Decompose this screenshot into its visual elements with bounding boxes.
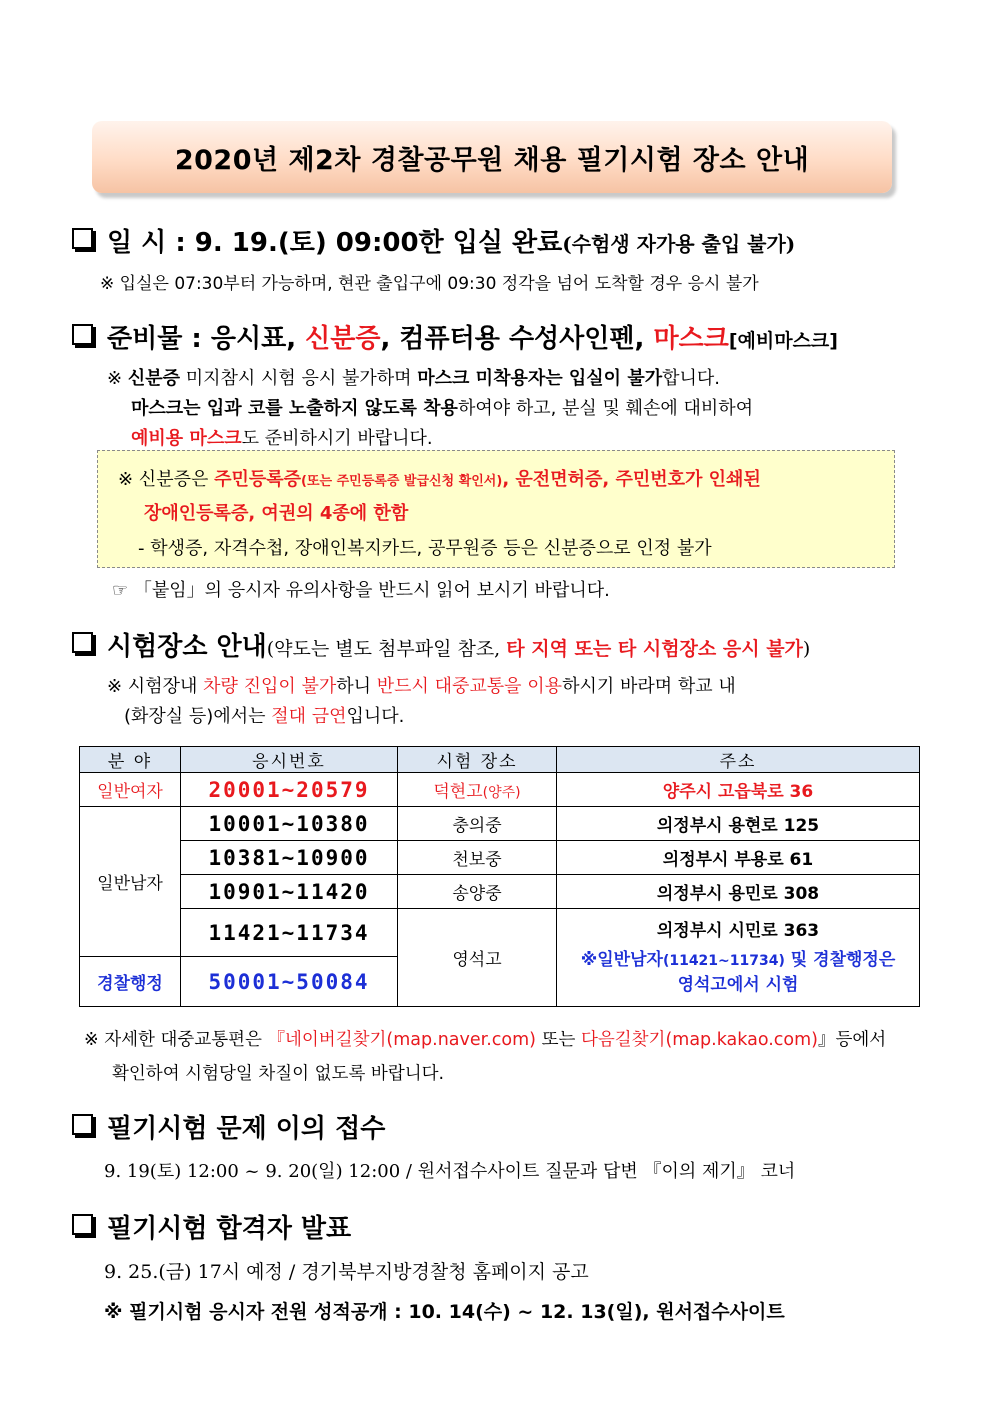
venue-label: 시험장소 안내: [107, 632, 267, 662]
venue-note-line1: [107, 672, 736, 698]
venue-note: [557, 948, 919, 973]
transit-note-line1: [84, 1026, 886, 1051]
venue-paren: (약도는 별도 첨부파일 참조,: [266, 638, 507, 660]
venue-region: (양주): [482, 785, 521, 801]
exam-number-cell: 11421~11734: [181, 909, 398, 957]
address-cell: 의정부시 용현로 125: [557, 807, 920, 841]
exam-number-cell: 10901~11420: [181, 875, 398, 909]
note-text: 하니: [336, 676, 377, 697]
note-text: ※ 시험장내: [107, 676, 204, 697]
announcement-label: 필기시험 합격자 발표: [107, 1214, 352, 1244]
score-disclosure-note: ※ 필기시험 응시자 전원 성적공개 : 10. 14(수) ~ 12. 13(일), 원서접수사이트: [104, 1301, 785, 1323]
header-venue: 시험 장소: [398, 747, 557, 773]
supplies-id-card: 신분증: [305, 324, 381, 354]
address-cell: 의정부시 용민로 308: [557, 875, 920, 909]
title-banner: [92, 121, 892, 193]
table-row: [80, 841, 920, 875]
exam-number-cell: 50001~50084: [181, 957, 398, 1007]
exam-number-cell: 10381~10900: [181, 841, 398, 875]
page-title: 2020년 제2차 경찰공무원 채용 필기시험 장소 안내: [174, 144, 810, 176]
venue-cell: 영석고: [398, 909, 557, 1007]
note-red: , 운전면허증, 주민번호가 인쇄된: [502, 469, 761, 490]
header-address: 주소: [557, 747, 920, 773]
venue-cell: 송양중: [398, 875, 557, 909]
venue-note-line2: 영석고에서 시험: [677, 974, 799, 995]
transit-note-line2: 확인하여 시험당일 차질이 없도록 바랍니다.: [112, 1064, 445, 1084]
section-supplies-heading: [72, 318, 838, 355]
section-announcement-heading: [72, 1208, 351, 1245]
venue-note-range: (11421~11734): [662, 952, 785, 969]
note-text: ※ 자세한 대중교통편은: [84, 1030, 268, 1050]
note-red: 예비용 마스크: [131, 428, 242, 449]
venue-note-text: ※일반남자: [580, 949, 663, 970]
section-venue-heading: [72, 626, 810, 663]
venue-cell: 충의중: [398, 807, 557, 841]
note-text: 입니다.: [346, 706, 405, 727]
datetime-label: 일 시 : 9. 19.(토) 09:00한 입실 완료: [107, 228, 563, 258]
checkbox-square-icon: [72, 1114, 93, 1135]
field-cell: 일반남자: [80, 807, 181, 957]
id-notice-line1: [118, 465, 761, 491]
note-red-small: (또는 주민등록증 발급신청 확인서): [301, 474, 503, 489]
note-red: 『네이버길찾기(map.naver.com): [267, 1030, 536, 1050]
supplies-label-mid: , 컴퓨터용 수성사인펜,: [380, 324, 654, 354]
note-text: (화장실 등)에서는: [124, 706, 272, 727]
note-bold: 마스크 미착용자는 입실이 불가: [417, 368, 663, 389]
note-text: 도 준비하시기 바랍니다.: [241, 428, 433, 449]
supplies-note-line1: [107, 364, 720, 390]
id-notice-line2: 장애인등록증, 여권의 4종에 한함: [144, 503, 409, 524]
note-text: 미지참시 시험 응시 불가하며: [179, 368, 418, 389]
note-mark: ※: [107, 368, 128, 389]
note-text: 하여야 하고, 분실 및 훼손에 대비하여: [457, 398, 754, 419]
exam-number-cell: 20001~20579: [181, 773, 398, 807]
note-bold: 신분증: [127, 368, 180, 389]
note-red: 차량 진입이 불가: [203, 676, 337, 697]
announcement-detail: 9. 25.(금) 17시 예정 / 경기북부지방경찰청 홈페이지 공고: [104, 1261, 589, 1283]
exam-venue-table: [79, 746, 920, 1007]
objection-label: 필기시험 문제 이의 접수: [107, 1114, 386, 1144]
note-text: 합니다.: [662, 368, 720, 389]
header-exam-number: 응시번호: [181, 747, 398, 773]
section-objection-heading: [72, 1108, 385, 1145]
address-cell: 의정부시 부용로 61: [557, 841, 920, 875]
header-field: 분 야: [80, 747, 181, 773]
venue-paren-red: 타 지역 또는 타 시험장소 응시 불가: [506, 638, 803, 660]
checkbox-square-icon: [72, 324, 93, 345]
note-text: 또는: [536, 1030, 581, 1050]
table-row: [80, 875, 920, 909]
checkbox-square-icon: [72, 1214, 93, 1235]
table-row: [80, 909, 920, 957]
supplies-note-line2: [131, 394, 753, 420]
supplies-mask: 마스크: [653, 324, 729, 354]
venue-name: 덕현고: [433, 782, 483, 802]
table-row: [80, 807, 920, 841]
note-red: 주민등록증: [214, 469, 302, 490]
checkbox-square-icon: [72, 228, 93, 249]
note-text: ※ 신분증은: [118, 469, 215, 490]
venue-paren-end: ): [802, 638, 811, 660]
table-header-row: [80, 747, 920, 773]
address-cell: [557, 909, 920, 1007]
venue-cell: [398, 773, 557, 807]
exam-number-cell: 10001~10380: [181, 807, 398, 841]
supplies-label: 준비물 : 응시표,: [107, 324, 306, 354]
checkbox-square-icon: [72, 632, 93, 653]
note-red: 반드시 대중교통을 이용: [376, 676, 563, 697]
section-datetime-heading: [72, 222, 795, 259]
id-card-notice-box: [97, 450, 895, 568]
note-red: 절대 금연: [271, 706, 347, 727]
table-row: [80, 773, 920, 807]
field-cell: 일반여자: [80, 773, 181, 807]
note-red: 다음길찾기(map.kakao.com): [580, 1030, 818, 1050]
supplies-spare-mask: [예비마스크]: [728, 330, 838, 352]
supplies-note-line3: [131, 424, 433, 450]
venue-note-text: 및 경찰행정은: [784, 949, 896, 970]
note-bold: 마스크는 입과 코를 노출하지 않도록 착용: [131, 398, 458, 419]
note-text: 』등에서: [818, 1030, 887, 1050]
objection-detail: 9. 19(토) 12:00 ~ 9. 20(일) 12:00 / 원서접수사이트 질문과 답변 『이의 제기』 코너: [104, 1161, 796, 1182]
datetime-note: ※ 입실은 07:30부터 가능하며, 현관 출입구에 09:30 정각을 넘어 도착할 경우 응시 불가: [100, 274, 759, 294]
venue-note-line2: [124, 702, 404, 728]
datetime-paren: (수험생 자가용 출입 불가): [562, 232, 796, 256]
attachment-reference: ☞ 「붙임」의 응시자 유의사항을 반드시 읽어 보시기 바랍니다.: [112, 580, 610, 601]
address-text: 의정부시 시민로 363: [656, 920, 820, 941]
venue-cell: 천보중: [398, 841, 557, 875]
id-notice-line3: - 학생증, 자격수첩, 장애인복지카드, 공무원증 등은 신분증으로 인정 불가: [138, 538, 712, 559]
field-cell: 경찰행정: [80, 957, 181, 1007]
address-cell: 양주시 고읍북로 36: [557, 773, 920, 807]
note-text: 하시기 바라며 학교 내: [562, 676, 736, 697]
